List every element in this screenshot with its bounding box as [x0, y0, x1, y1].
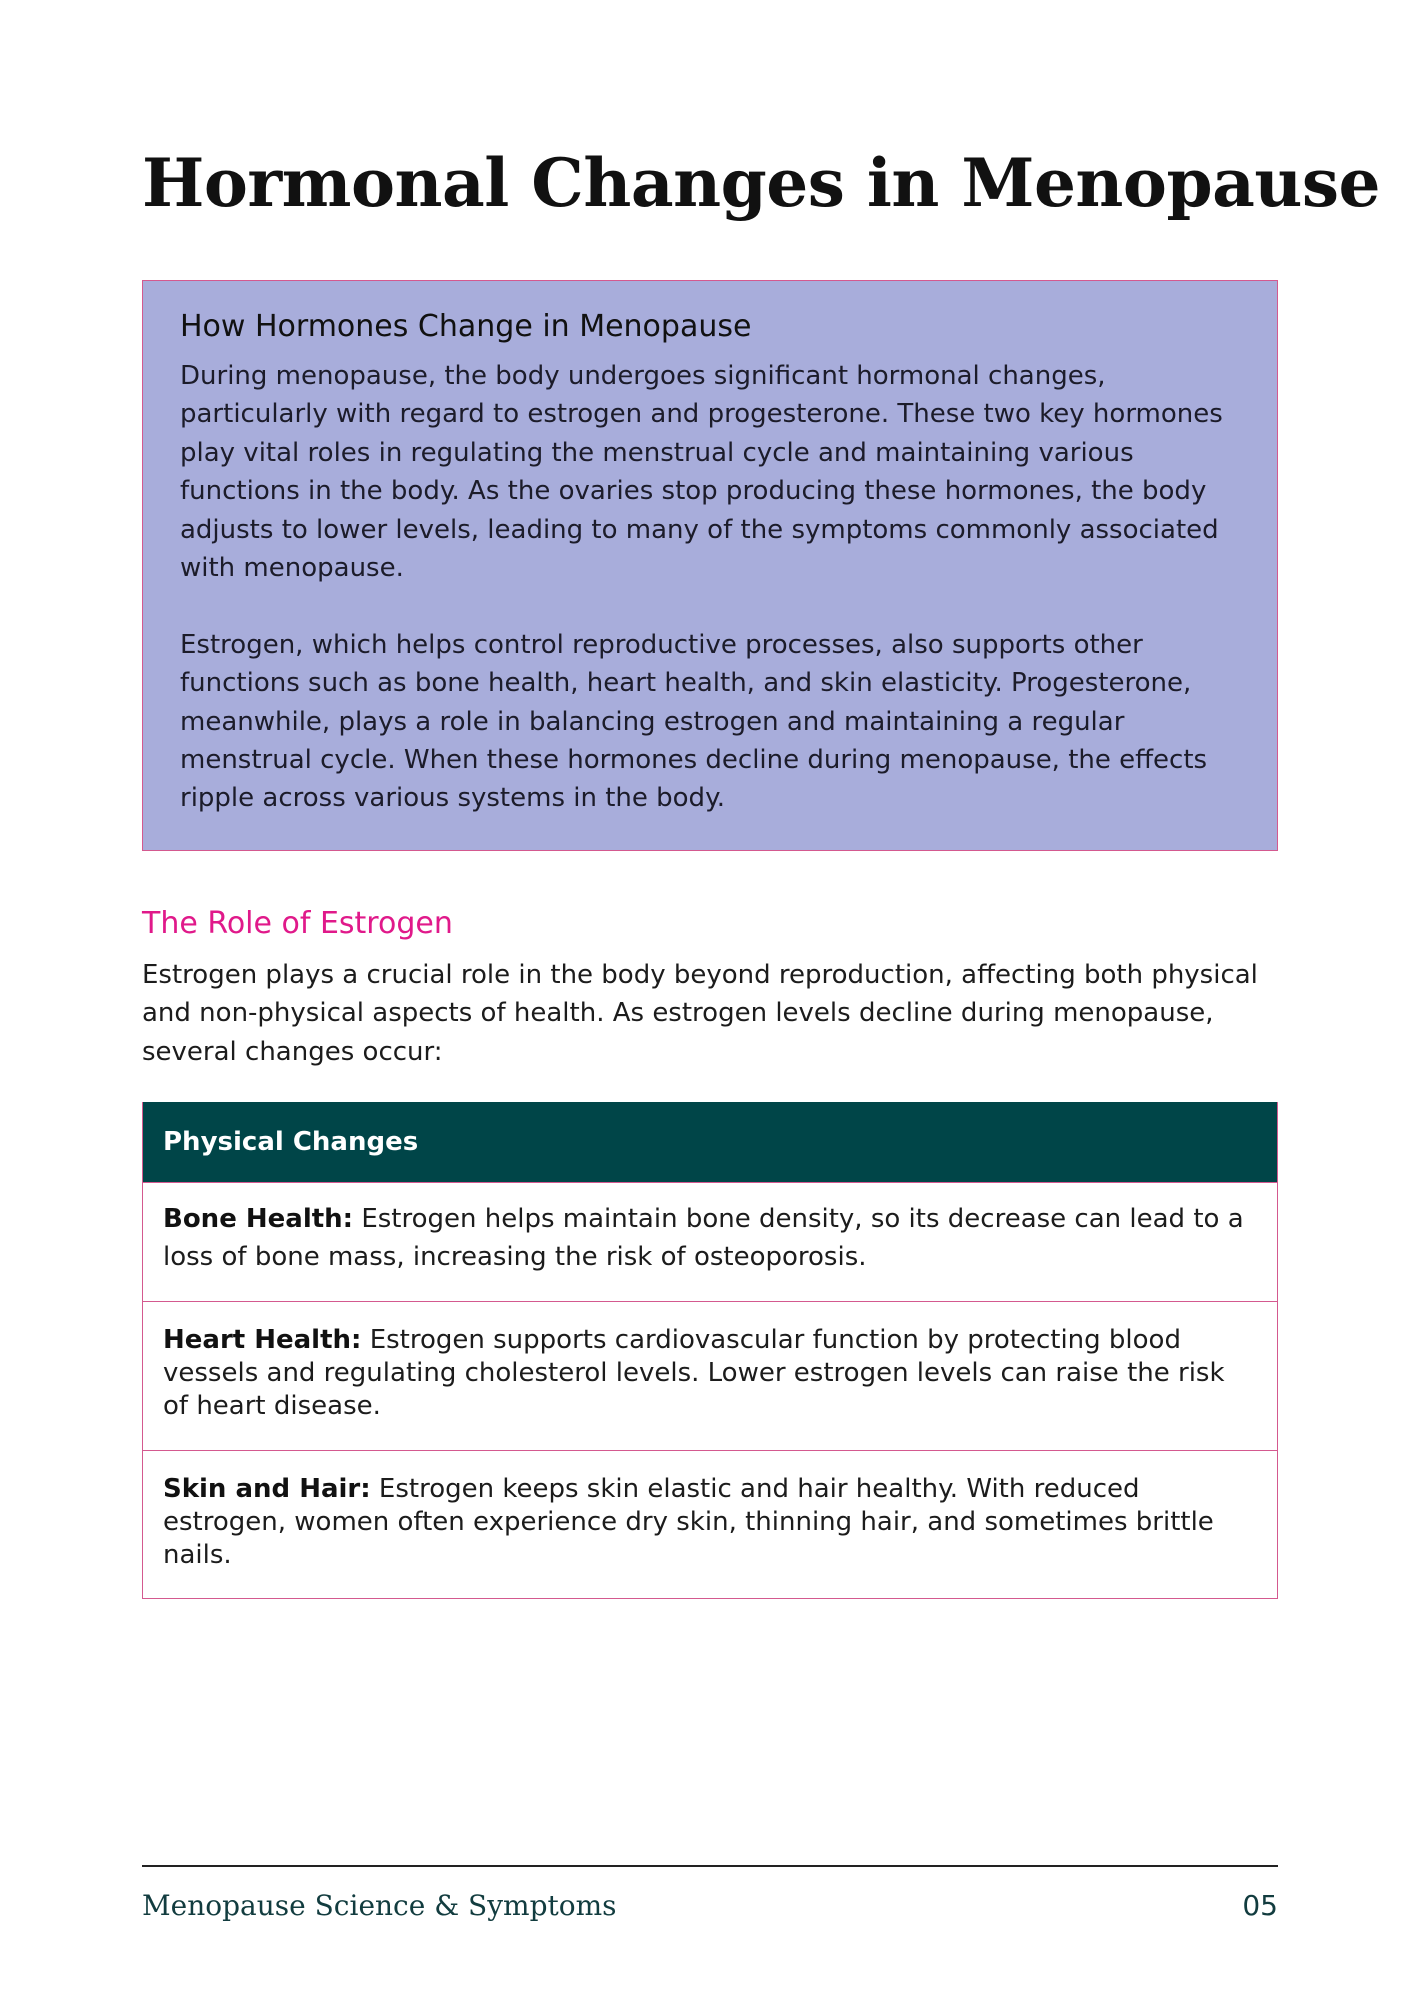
row-text: Estrogen supports cardiovascular function by protecting blood vessels and regulating cholesterol levels. Lower estrogen levels can raise the risk of heart disease.: [163, 1325, 1225, 1421]
table-row-skin-and-hair: [143, 1450, 1277, 1598]
table-row-heart-health: [143, 1301, 1277, 1450]
row-label: Heart Health:: [163, 1325, 362, 1355]
page-title: Hormonal Changes in Menopause: [142, 144, 1380, 222]
page-number: 05: [1242, 1889, 1278, 1922]
row-label: Bone Health:: [163, 1204, 354, 1234]
estrogen-section-heading: The Role of Estrogen: [142, 906, 453, 941]
estrogen-section-intro: Estrogen plays a crucial role in the body beyond reproduction, affecting both physical and non-physical aspects of health. As estrogen levels decline during menopause, several changes occur:: [142, 960, 1258, 1067]
physical-changes-header: Physical Changes: [143, 1102, 1277, 1182]
footer-document-title: Menopause Science & Symptoms: [142, 1889, 617, 1922]
physical-changes-table: [142, 1102, 1278, 1599]
row-text: Estrogen keeps skin elastic and hair healthy. With reduced estrogen, women often experience dry skin, thinning hair, and sometimes brittle nails.: [163, 1474, 1214, 1570]
row-text: Estrogen helps maintain bone density, so its decrease can lead to a loss of bone mass, increasing the risk of osteoporosis.: [163, 1204, 1244, 1273]
footer-divider: [142, 1865, 1278, 1867]
hormones-callout-box: [142, 280, 1278, 851]
callout-paragraph-1: During menopause, the body undergoes significant hormonal changes, particularly with regard to estrogen and progesterone. These two key hormones play vital roles in regulating the menstrual cycle and maintaining various functions in the body. As the ovaries stop producing these hormones, the body adjusts to lower levels, leading to many of the symptoms commonly associated with menopause.: [180, 361, 1223, 584]
callout-heading: How Hormones Change in Menopause: [180, 309, 752, 344]
row-label: Skin and Hair:: [163, 1474, 371, 1504]
callout-paragraph-2: Estrogen, which helps control reproductive processes, also supports other functions such as bone health, heart health, and skin elasticity. Progesterone, meanwhile, plays a role in balancing estrogen and maintaining a regular menstrual cycle. When these hormones decline during menopause, the effects ripple across various systems in the body.: [180, 629, 1208, 814]
table-row-bone-health: [143, 1182, 1277, 1301]
